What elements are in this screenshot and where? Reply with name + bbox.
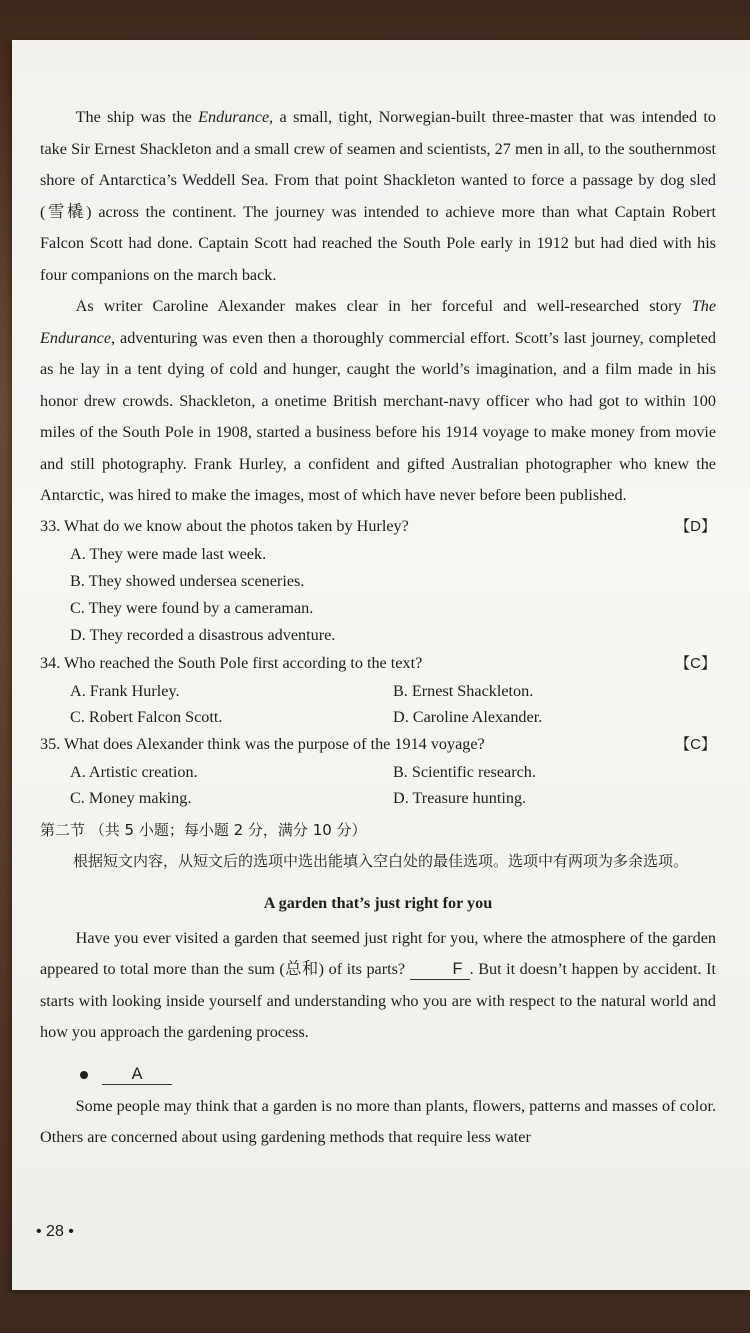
question-stem: 35. What does Alexander think was the purpose of the 1914 voyage? 【C】 <box>40 730 716 759</box>
question-stem: 34. Who reached the South Pole first according to the text? 【C】 <box>40 649 716 678</box>
heading-blank-line <box>80 1057 716 1091</box>
answer-option: D. Caroline Alexander. <box>393 707 543 726</box>
option-row <box>70 785 716 811</box>
option-row <box>70 704 716 730</box>
article-paragraph-1: Have you ever visited a garden that seemed just right for you, where the atmosphere of the garden appeared to total more than the sum (总和) of its parts? F . But it doesn’t happen by accident. It starts with looking inside yourself and understanding who you are with respect to the natural world and how you approach the gardening process. <box>40 928 716 1041</box>
answer-option: C. They were found by a cameraman. <box>70 598 314 617</box>
book-title: The Endurance <box>40 297 716 347</box>
answer-option: A. They were made last week. <box>70 544 267 563</box>
option-row <box>70 759 716 785</box>
blank-answer: A <box>102 1064 172 1085</box>
answer-option: B. They showed undersea sceneries. <box>70 571 305 590</box>
book-page <box>12 40 750 1290</box>
bullet-icon <box>80 1071 88 1079</box>
page-content <box>40 102 716 1154</box>
questions <box>40 512 716 811</box>
answer-option: A. Artistic creation. <box>70 762 198 781</box>
answer-option: D. They recorded a disastrous adventure. <box>70 625 336 644</box>
answer-option: C. Money making. <box>70 788 192 807</box>
passage-paragraph-1: The ship was the Endurance, a small, tight, Norwegian-built three-master that was intended to take Sir Ernest Shackleton and a small crew of seamen and scientists, 27 men in all, to the southernmost shore of Antarctica’s Weddell Sea. From that point Shackleton wanted to force a passage by dog sled (雪橇) across the continent. The journey was intended to achieve more than what Captain Robert Falcon Scott had done. Captain Scott had reached the South Pole early in 1912 but had died with his four companions on the march back. <box>40 108 717 284</box>
answer-option: A. Frank Hurley. <box>70 681 180 700</box>
blank-answer: F <box>410 959 470 980</box>
answer-mark: 【C】 <box>675 654 716 672</box>
section-instruction: 根据短文内容，从短文后的选项中选出能填入空白处的最佳选项。选项中有两项为多余选项。 <box>73 851 689 870</box>
ship-name: Endurance <box>198 108 270 126</box>
answer-mark: 【C】 <box>675 735 716 753</box>
page-number: • 28 • <box>36 1223 74 1240</box>
option-row <box>70 678 716 704</box>
question-stem: 33. What do we know about the photos taken by Hurley? 【D】 <box>40 512 716 541</box>
answer-option: D. Treasure hunting. <box>393 788 527 807</box>
article-paragraph-2: Some people may think that a garden is no more than plants, flowers, patterns and masses of color. Others are concerned about using gardening methods that require less water <box>40 1096 716 1146</box>
article-title: A garden that’s just right for you <box>263 893 493 912</box>
answer-option: B. Scientific research. <box>393 762 536 781</box>
answer-option: C. Robert Falcon Scott. <box>70 707 223 726</box>
answer-option: B. Ernest Shackleton. <box>393 681 534 700</box>
section-heading: 第二节 （共 5 小题；每小题 2 分，满分 10 分） <box>40 820 367 839</box>
passage-paragraph-2: As writer Caroline Alexander makes clear in her forceful and well-researched story The Endurance, adventuring was even then a thoroughly commercial effort. Scott’s last journey, completed as he lay in a tent dying of cold and hunger, caught the world’s imagination, and a film made in his honor drew crowds. Shackleton, a onetime British merchant-navy officer who had got to within 100 miles of the South Pole in 1908, started a business before his 1914 voyage to make money from movie and still photography. Frank Hurley, a confident and gifted Australian photographer who knew the Antarctic, was hired to make the images, most of which have never before been published. <box>40 297 716 504</box>
answer-mark: 【D】 <box>675 517 716 535</box>
